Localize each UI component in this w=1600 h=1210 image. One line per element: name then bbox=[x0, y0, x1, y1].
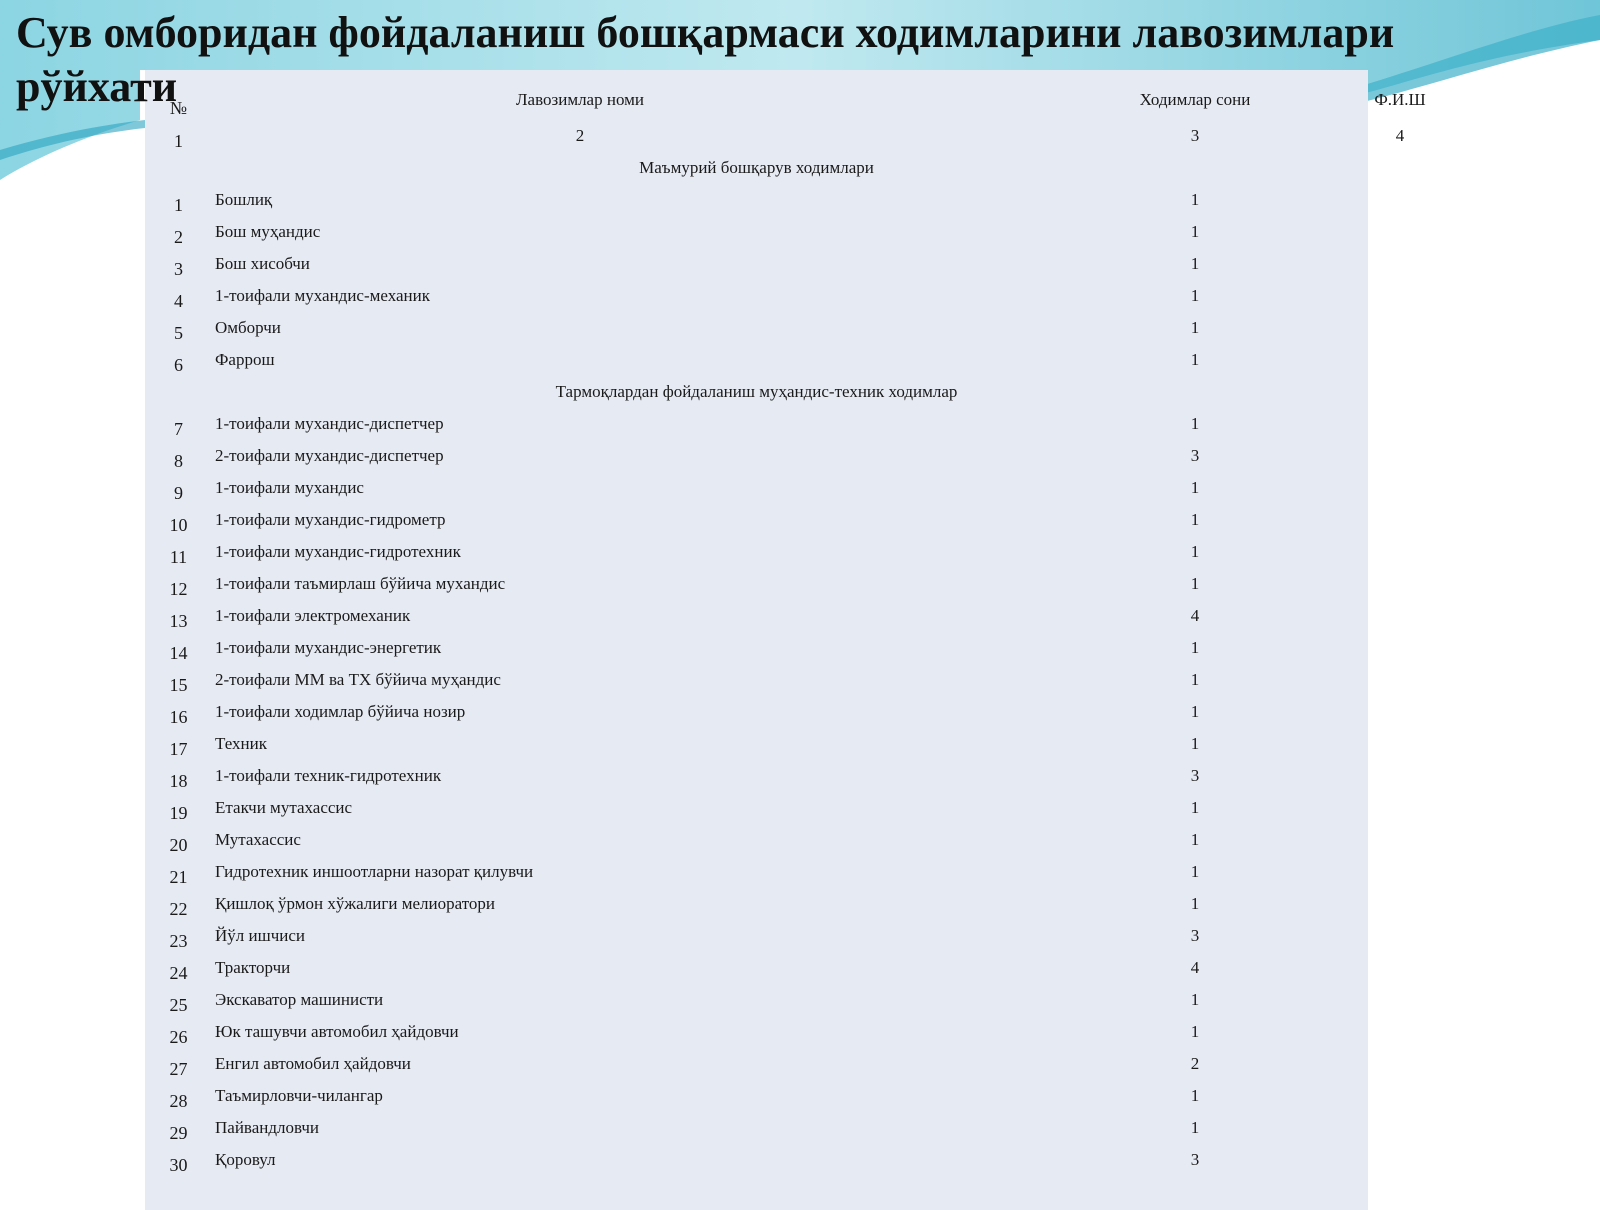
row-number: 9 bbox=[174, 483, 183, 503]
table-row bbox=[145, 280, 1368, 312]
table-row bbox=[145, 920, 1368, 952]
table-row bbox=[145, 632, 1368, 664]
table-row bbox=[145, 1016, 1368, 1048]
position-name: 2-тоифали ММ ва ТХ бўйича муҳандис bbox=[215, 670, 501, 689]
staff-count: 1 bbox=[1190, 414, 1200, 433]
staff-count: 1 bbox=[1190, 990, 1200, 1009]
row-number: 10 bbox=[169, 515, 188, 535]
staff-count: 1 bbox=[1190, 478, 1200, 497]
row-number: 24 bbox=[169, 963, 188, 983]
staff-count: 1 bbox=[1190, 830, 1200, 849]
table-row bbox=[145, 728, 1368, 760]
staff-count: 1 bbox=[1190, 286, 1200, 305]
position-name: 1-тоифали мухандис-диспетчер bbox=[215, 414, 444, 433]
position-name: 1-тоифали мухандис-энергетик bbox=[215, 638, 442, 657]
row-number: 21 bbox=[169, 867, 188, 887]
header-count: Ходимлар сони bbox=[1139, 90, 1251, 109]
table-row bbox=[145, 952, 1368, 984]
section-title: Тармоқлардан фойдаланиш муҳандис-техник ходимлар bbox=[555, 382, 958, 401]
row-number: 4 bbox=[174, 291, 183, 311]
section-title: Маъмурий бошқарув ходимлари bbox=[639, 158, 874, 177]
colnum-4: 4 bbox=[1395, 126, 1405, 145]
row-number: 17 bbox=[169, 739, 188, 759]
position-name: Бошлиқ bbox=[215, 190, 273, 209]
staff-count: 1 bbox=[1190, 798, 1200, 817]
row-number: 19 bbox=[169, 803, 188, 823]
row-number: 11 bbox=[169, 547, 188, 567]
row-number: 12 bbox=[169, 579, 188, 599]
table-row bbox=[145, 1048, 1368, 1080]
row-number: 8 bbox=[174, 451, 183, 471]
staff-count: 3 bbox=[1190, 926, 1200, 945]
position-name: Бош хисобчи bbox=[215, 254, 310, 273]
row-number: 26 bbox=[169, 1027, 188, 1047]
position-name: 1-тоифали электромеханик bbox=[215, 606, 411, 625]
positions-table bbox=[145, 80, 1426, 1176]
staff-count: 1 bbox=[1190, 190, 1200, 209]
table-row bbox=[145, 760, 1368, 792]
row-number: 5 bbox=[174, 323, 183, 343]
position-name: Гидротехник иншоотларни назорат қилувчи bbox=[215, 862, 534, 881]
table-row bbox=[145, 568, 1368, 600]
row-number: 1 bbox=[174, 195, 183, 215]
table-row bbox=[145, 344, 1368, 376]
section-header-engineering bbox=[145, 376, 1368, 408]
position-name: 1-тоифали мухандис-гидрометр bbox=[215, 510, 446, 529]
colnum-3: 3 bbox=[1190, 126, 1200, 145]
staff-count: 1 bbox=[1190, 350, 1200, 369]
staff-count: 1 bbox=[1190, 1086, 1200, 1105]
table-row bbox=[145, 856, 1368, 888]
row-number: 25 bbox=[169, 995, 188, 1015]
row-number: 16 bbox=[169, 707, 188, 727]
staff-count: 1 bbox=[1190, 638, 1200, 657]
staff-count: 3 bbox=[1190, 446, 1200, 465]
staff-count: 1 bbox=[1190, 1118, 1200, 1137]
position-name: 1-тоифали мухандис-гидротехник bbox=[215, 542, 461, 561]
table-header-row bbox=[145, 80, 1426, 120]
position-name: Етакчи мутахассис bbox=[215, 798, 353, 817]
table-row bbox=[145, 312, 1368, 344]
header-name: Лавозимлар номи bbox=[516, 90, 644, 109]
row-number: 6 bbox=[174, 355, 183, 375]
staff-count: 1 bbox=[1190, 670, 1200, 689]
staff-count: 4 bbox=[1190, 606, 1200, 625]
table-row bbox=[145, 888, 1368, 920]
table-row bbox=[145, 1112, 1368, 1144]
colnum-2: 2 bbox=[575, 126, 585, 145]
position-name: Фаррош bbox=[215, 350, 275, 369]
position-name: Пайвандловчи bbox=[215, 1118, 320, 1137]
position-name: Экскаватор машинисти bbox=[215, 990, 384, 1009]
table-row bbox=[145, 472, 1368, 504]
position-name: Қишлоқ ўрмон хўжалиги мелиоратори bbox=[215, 894, 496, 913]
staff-count: 3 bbox=[1190, 1150, 1200, 1169]
position-name: Юк ташувчи автомобил ҳайдовчи bbox=[215, 1022, 459, 1041]
row-number: 13 bbox=[169, 611, 188, 631]
position-name: 1-тоифали ходимлар бўйича нозир bbox=[215, 702, 466, 721]
table-row bbox=[145, 824, 1368, 856]
position-name: Мутахассис bbox=[215, 830, 301, 849]
position-name: Техник bbox=[215, 734, 268, 753]
table-row bbox=[145, 696, 1368, 728]
staff-count: 4 bbox=[1190, 958, 1200, 977]
position-name: Қоровул bbox=[215, 1150, 276, 1169]
header-num: № bbox=[169, 98, 188, 118]
staff-count: 1 bbox=[1190, 222, 1200, 241]
table-row bbox=[145, 440, 1368, 472]
row-number: 30 bbox=[169, 1155, 188, 1175]
row-number: 18 bbox=[169, 771, 188, 791]
section-header-admin bbox=[145, 152, 1368, 184]
staff-count: 1 bbox=[1190, 510, 1200, 529]
position-name: Йўл ишчиси bbox=[215, 926, 305, 945]
position-name: Таъмирловчи-чилангар bbox=[215, 1086, 383, 1105]
table-row bbox=[145, 792, 1368, 824]
table-row bbox=[145, 184, 1368, 216]
table-row bbox=[145, 408, 1368, 440]
row-number: 29 bbox=[169, 1123, 188, 1143]
row-number: 27 bbox=[169, 1059, 188, 1079]
staff-count: 1 bbox=[1190, 574, 1200, 593]
position-name: Енгил автомобил ҳайдовчи bbox=[215, 1054, 411, 1073]
position-name: Бош муҳандис bbox=[215, 222, 321, 241]
staff-count: 1 bbox=[1190, 318, 1200, 337]
position-name: 1-тоифали мухандис bbox=[215, 478, 364, 497]
staff-count: 1 bbox=[1190, 542, 1200, 561]
row-number: 14 bbox=[169, 643, 188, 663]
row-number: 15 bbox=[169, 675, 188, 695]
position-name: Тракторчи bbox=[215, 958, 291, 977]
table-row bbox=[145, 664, 1368, 696]
table-row bbox=[145, 248, 1368, 280]
table-row bbox=[145, 536, 1368, 568]
row-number: 3 bbox=[174, 259, 183, 279]
staff-count: 2 bbox=[1190, 1054, 1200, 1073]
position-name: 2-тоифали мухандис-диспетчер bbox=[215, 446, 444, 465]
page-title: Сув омборидан фойдаланиш бошқармаси ходимларини лавозимлари рўйхати bbox=[16, 8, 1395, 111]
table-row bbox=[145, 504, 1368, 536]
row-number: 2 bbox=[174, 227, 183, 247]
staff-count: 1 bbox=[1190, 254, 1200, 273]
staff-count: 3 bbox=[1190, 766, 1200, 785]
table-row bbox=[145, 984, 1368, 1016]
header-fio: Ф.И.Ш bbox=[1374, 90, 1426, 109]
table-row bbox=[145, 1144, 1368, 1176]
position-name: 1-тоифали мухандис-механик bbox=[215, 286, 430, 305]
row-number: 23 bbox=[169, 931, 188, 951]
staff-count: 1 bbox=[1190, 862, 1200, 881]
row-number: 28 bbox=[169, 1091, 188, 1111]
row-number: 22 bbox=[169, 899, 188, 919]
position-name: 1-тоифали таъмирлаш бўйича мухандис bbox=[215, 574, 506, 593]
row-number: 7 bbox=[174, 419, 183, 439]
staff-count: 1 bbox=[1190, 1022, 1200, 1041]
staff-count: 1 bbox=[1190, 894, 1200, 913]
row-number: 20 bbox=[169, 835, 188, 855]
position-name: Омборчи bbox=[215, 318, 281, 337]
staff-count: 1 bbox=[1190, 702, 1200, 721]
table-row bbox=[145, 1080, 1368, 1112]
staff-count: 1 bbox=[1190, 734, 1200, 753]
colnum-1: 1 bbox=[174, 131, 183, 151]
position-name: 1-тоифали техник-гидротехник bbox=[215, 766, 442, 785]
table-row bbox=[145, 600, 1368, 632]
table-row bbox=[145, 216, 1368, 248]
column-numbers-row bbox=[145, 120, 1405, 152]
